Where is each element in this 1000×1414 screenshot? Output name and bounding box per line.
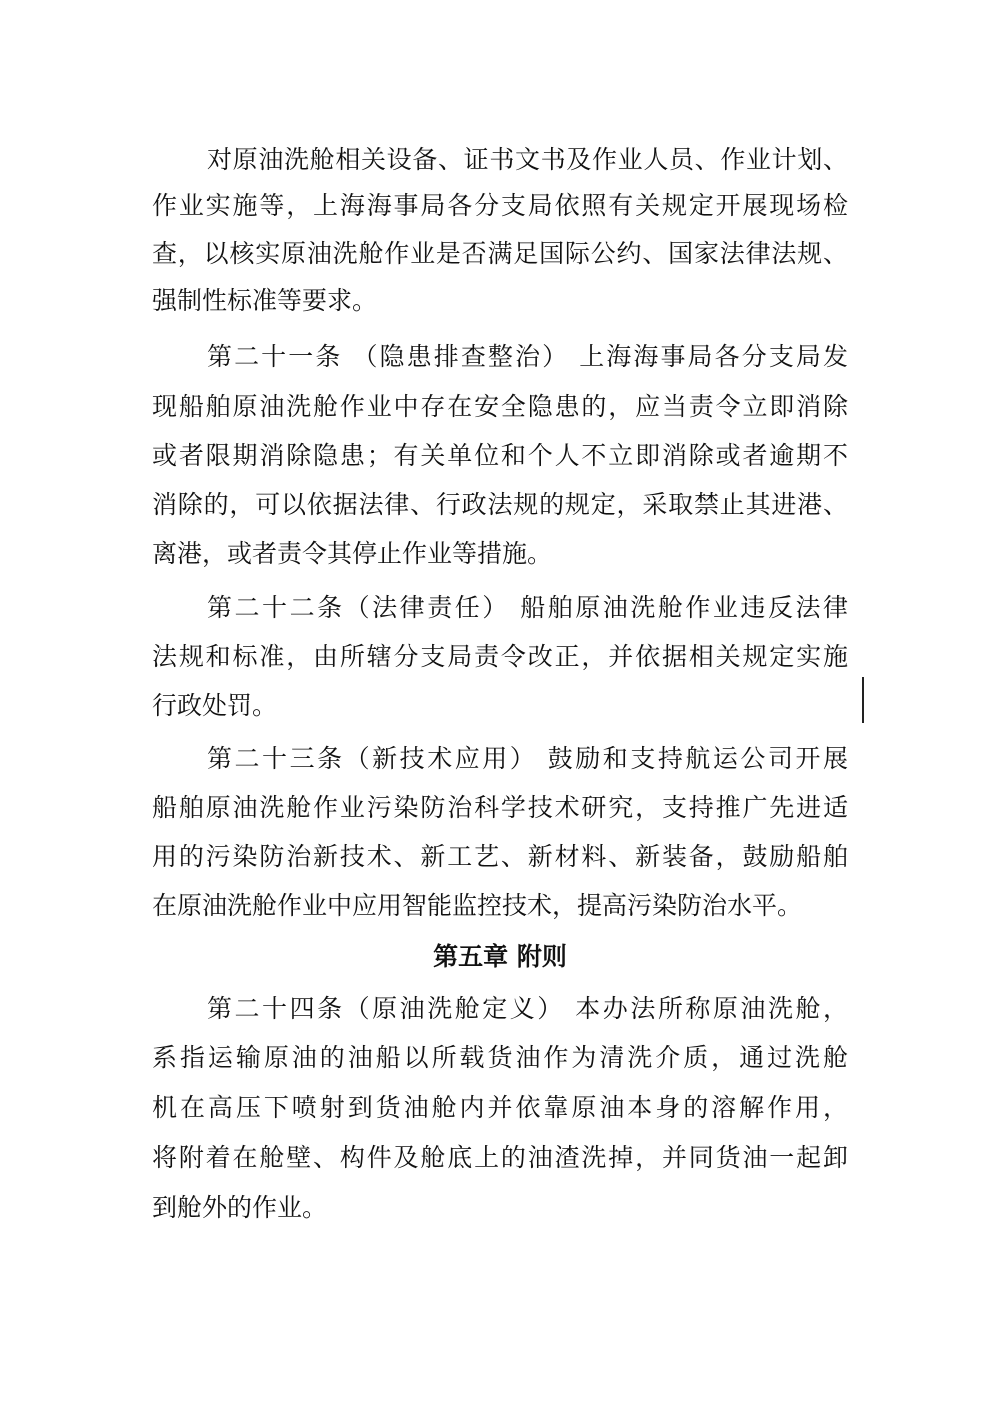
paragraph-line: 用的污染防治新技术、新工艺、新材料、新装备，鼓励船舶 xyxy=(152,842,848,871)
paragraph-line: 作业实施等，上海海事局各分支局依照有关规定开展现场检 xyxy=(152,191,848,220)
vertical-edge-mark xyxy=(862,677,864,723)
article-21-line: 第二十一条 （隐患排查整治） 上海海事局各分支局发 xyxy=(207,342,848,371)
paragraph-line: 法规和标准，由所辖分支局责令改正，并依据相关规定实施 xyxy=(152,642,848,671)
paragraph-line: 现船舶原油洗舱作业中存在安全隐患的，应当责令立即消除 xyxy=(152,392,848,421)
paragraph-line: 对原油洗舱相关设备、证书文书及作业人员、作业计划、 xyxy=(207,145,848,174)
paragraph-line: 将附着在舱壁、构件及舱底上的油渣洗掉，并同货油一起卸 xyxy=(152,1143,848,1172)
paragraph-line: 或者限期消除隐患；有关单位和个人不立即消除或者逾期不 xyxy=(152,441,848,470)
article-23-line: 第二十三条（新技术应用） 鼓励和支持航运公司开展 xyxy=(207,744,848,773)
paragraph-line: 查，以核实原油洗舱作业是否满足国际公约、国家法律法规、 xyxy=(152,239,848,268)
article-22-line: 第二十二条（法律责任） 船舶原油洗舱作业违反法律 xyxy=(207,593,848,622)
paragraph-line: 船舶原油洗舱作业污染防治科学技术研究，支持推广先进适 xyxy=(152,793,848,822)
paragraph-line: 到舱外的作业。 xyxy=(152,1193,328,1222)
paragraph-line: 强制性标准等要求。 xyxy=(152,286,378,315)
paragraph-line: 离港，或者责令其停止作业等措施。 xyxy=(152,539,553,568)
chapter-heading: 第五章 附则 xyxy=(433,942,567,971)
paragraph-line: 行政处罚。 xyxy=(152,691,278,720)
paragraph-line: 消除的，可以依据法律、行政法规的规定，采取禁止其进港、 xyxy=(152,490,848,519)
paragraph-line: 系指运输原油的油船以所载货油作为清洗介质，通过洗舱 xyxy=(152,1043,848,1072)
paragraph-line: 机在高压下喷射到货油舱内并依靠原油本身的溶解作用， xyxy=(152,1093,848,1122)
paragraph-line: 在原油洗舱作业中应用智能监控技术，提高污染防治水平。 xyxy=(152,891,803,920)
article-24-line: 第二十四条（原油洗舱定义） 本办法所称原油洗舱， xyxy=(207,994,848,1023)
